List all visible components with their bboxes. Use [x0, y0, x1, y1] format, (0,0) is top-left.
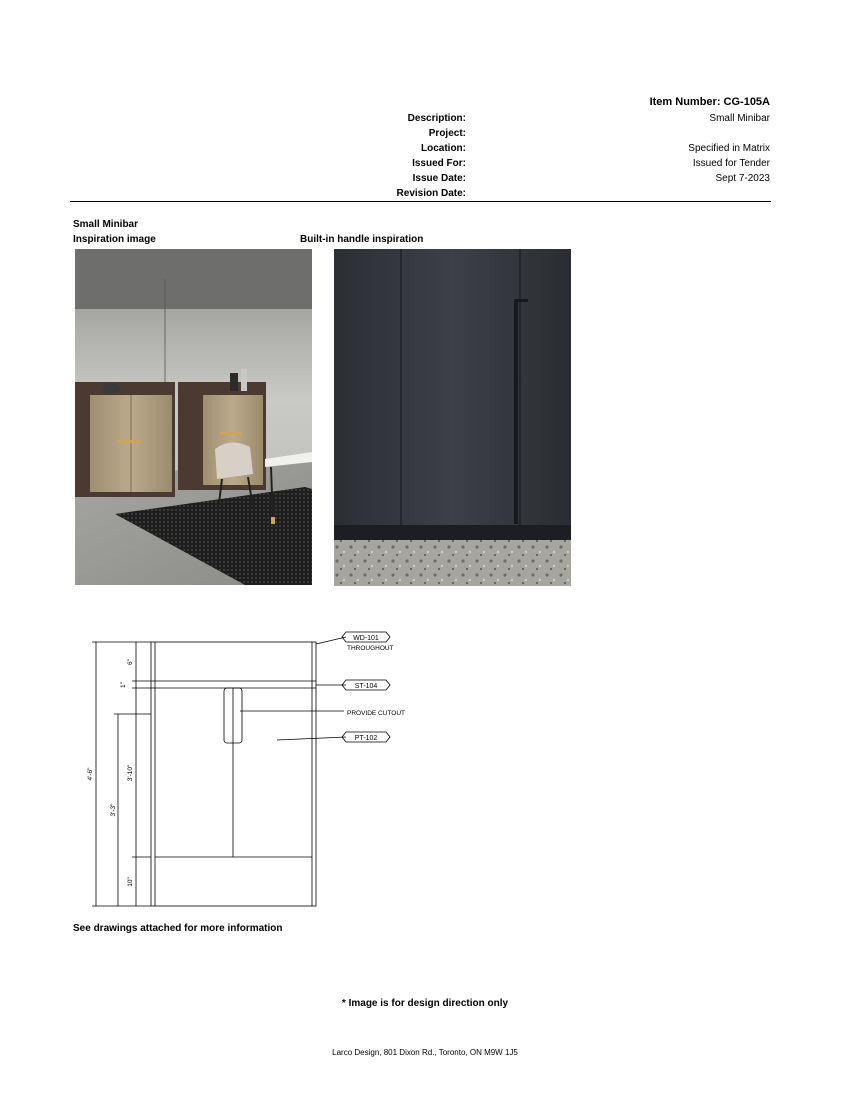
dim-overall: 4'-6": [87, 767, 94, 781]
inspiration-caption: Inspiration image: [73, 234, 156, 245]
description-label: Description:: [407, 113, 466, 124]
callout-wd: WD-101: [353, 635, 379, 642]
dim-top: 6": [127, 659, 134, 665]
issue-date-value: Sept 7-2023: [715, 173, 770, 184]
disclaimer: * Image is for design direction only: [341, 998, 509, 1009]
project-label: Project:: [428, 128, 466, 139]
dim-shelf: 1": [120, 682, 127, 688]
location-value: Specified in Matrix: [688, 143, 770, 154]
callout-throughout: THROUGHOUT: [347, 645, 394, 652]
issued-for-value: Issued for Tender: [692, 158, 770, 169]
handle-caption: Built-in handle inspiration: [300, 234, 424, 245]
location-label: Location:: [421, 143, 466, 154]
callout-cutout: PROVIDE CUTOUT: [347, 710, 406, 717]
issued-for-label: Issued For:: [412, 158, 466, 169]
dim-lower: 3'-3": [110, 803, 117, 817]
inspiration-image: [75, 249, 312, 585]
issue-date-label: Issue Date:: [412, 173, 466, 184]
elevation-drawing: [80, 628, 420, 913]
dim-door: 3'-10": [127, 764, 134, 782]
callout-pt: PT-102: [354, 735, 378, 742]
handle-inspiration-image: [334, 249, 571, 586]
see-drawings-note: See drawings attached for more information: [73, 923, 283, 934]
section-title: Small Minibar: [73, 219, 139, 230]
callout-st: ST-104: [354, 683, 378, 690]
description-value: Small Minibar: [709, 113, 770, 124]
header-divider: [70, 201, 771, 202]
dim-base: 10": [127, 877, 134, 887]
footer-address: Larco Design, 801 Dixon Rd., Toronto, ON M9W 1J5: [332, 1048, 518, 1057]
revision-date-label: Revision Date:: [396, 188, 466, 199]
item-number: Item Number: CG-105A: [649, 96, 770, 108]
